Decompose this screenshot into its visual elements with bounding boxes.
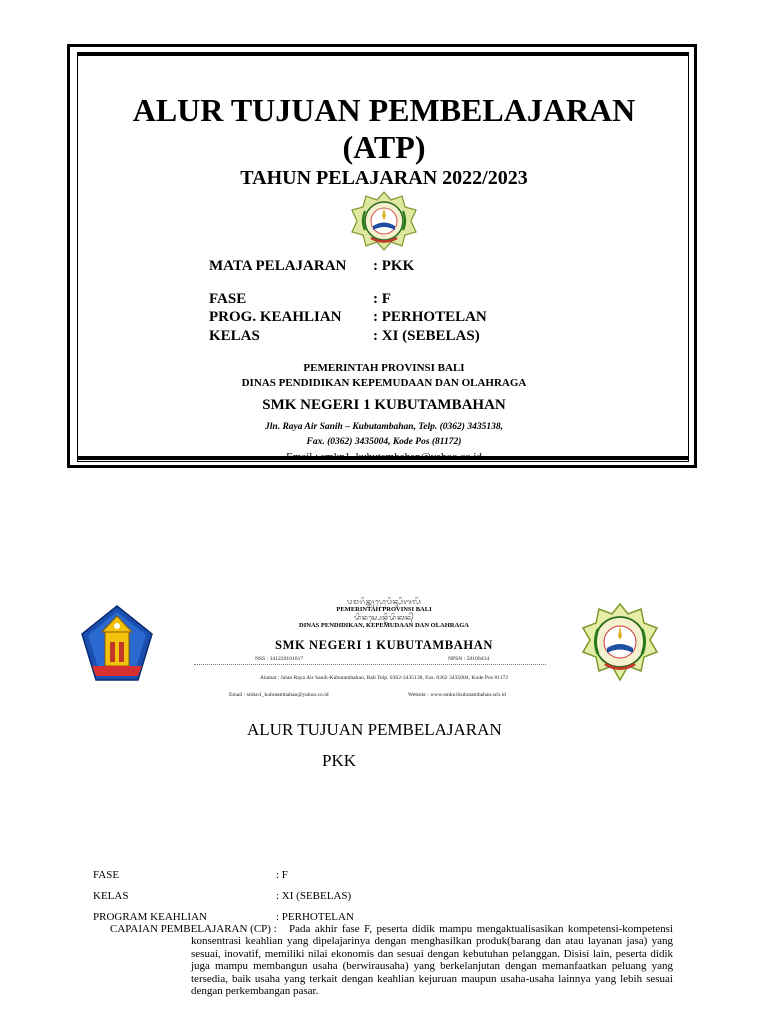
cover-field-label: KELAS bbox=[209, 328, 260, 344]
cover-field-label: FASE bbox=[209, 291, 247, 307]
letterhead-school-name: SMK NEGERI 1 KUBUTAMBAHAN bbox=[275, 638, 493, 652]
program-keahlian-label: PROGRAM KEAHLIAN bbox=[93, 911, 207, 923]
kelas-label: KELAS bbox=[93, 890, 129, 902]
letterhead-nss: NSS : 341220101017 bbox=[255, 656, 304, 662]
letterhead-balinese-script: ᬤᬶᬦᬲ᭄ᬧᬾᬦ᭄ᬤᬶᬤᬶᬓᬦ᭄ bbox=[353, 614, 415, 622]
document-title: ALUR TUJUAN PEMBELAJARAN bbox=[247, 720, 502, 739]
cover-title-line1: ALUR TUJUAN PEMBELAJARAN bbox=[132, 92, 636, 128]
cover-field-value: : F bbox=[373, 291, 391, 307]
cover-frame-top-bar bbox=[77, 52, 689, 56]
capaian-pembelajaran-text: Pada akhir fase F, peserta didik mampu mengaktualisasikan kompetensi-kompetensi konsentrasi keahlian yang dipelajarinya dengan menghasilkan produk(barang dan atau layanan jasa) yang sesuai, inovatif, memiliki nilai ekonomis dan sesuai dengan kebutuhan pelanggan. Disisi lain, peserta didik juga mampu membangun usaha (berwirausaha) yang berkelanjutan dengan memanfaatkan peluang yang tersedia, baik usaha yang terkait dengan keahlian kejuruan maupun usaha-usaha lainnya yang lebih sesuai dengan perkembangan pasar. bbox=[191, 923, 673, 998]
cover-gov: PEMERINTAH PROVINSI BALI bbox=[303, 362, 465, 374]
cover-school-name: SMK NEGERI 1 KUBUTAMBAHAN bbox=[262, 397, 506, 413]
cover-title-line2: (ATP) bbox=[342, 129, 426, 165]
kelas-value: : XI (SEBELAS) bbox=[276, 890, 352, 902]
letterhead-gov: PEMERINTAH PROVINSI BALI bbox=[336, 606, 432, 613]
cover-field-value: : XI (SEBELAS) bbox=[373, 328, 480, 344]
cover-address-line1: Jln. Raya Air Sanih – Kubutambahan, Telp. (0362) 3435138, bbox=[265, 422, 503, 432]
letterhead-website: Website : www.smkn1kubutambahan.sch.id bbox=[408, 692, 506, 698]
cover-address-line2: Fax. (0362) 3435004, Kode Pos (81172) bbox=[306, 437, 462, 447]
letterhead-address: Alamat : Jalan Raya Air Sanih-Kubutambahan, Bali Telp. 0362-3435138, Fax. 0362 3435004, Kode Pos 81172 bbox=[259, 675, 509, 681]
letterhead-email: Email : smkn1_kubutambahan@yahoo.co.id bbox=[229, 692, 329, 698]
letterhead-balinese-script: ᬧᬫᬭᬶᬦ᭄ᬢᬄᬧ᭄ᬭᭀᬧᬶᬦ᭄ᬲᬶᬩᬮᬶ bbox=[346, 598, 422, 606]
letterhead-dept: DINAS PENDIDIKAN, KEPEMUDAAN DAN OLAHRAGA bbox=[299, 622, 469, 629]
letterhead-npsn: NPSN : 50100434 bbox=[448, 656, 490, 662]
cover-year: TAHUN PELAJARAN 2022/2023 bbox=[240, 167, 528, 189]
cover-field-value: : PERHOTELAN bbox=[373, 309, 487, 325]
letterhead-divider bbox=[194, 664, 546, 665]
document-subject: PKK bbox=[322, 751, 357, 770]
program-keahlian-value: : PERHOTELAN bbox=[276, 911, 354, 923]
cover-dept: DINAS PENDIDIKAN KEPEMUDAAN DAN OLAHRAGA bbox=[241, 377, 527, 389]
capaian-pembelajaran-label: CAPAIAN PEMBELAJARAN (CP) : bbox=[110, 923, 277, 935]
cover-field-label: MATA PELAJARAN bbox=[209, 258, 347, 274]
fase-value: : F bbox=[276, 869, 288, 881]
school-emblem-icon bbox=[349, 190, 419, 252]
cover-field-value: : PKK bbox=[373, 258, 415, 274]
fase-label: FASE bbox=[93, 869, 120, 881]
cover-field-label: PROG. KEAHLIAN bbox=[209, 309, 342, 325]
cover-frame-bottom-bar bbox=[77, 456, 689, 460]
